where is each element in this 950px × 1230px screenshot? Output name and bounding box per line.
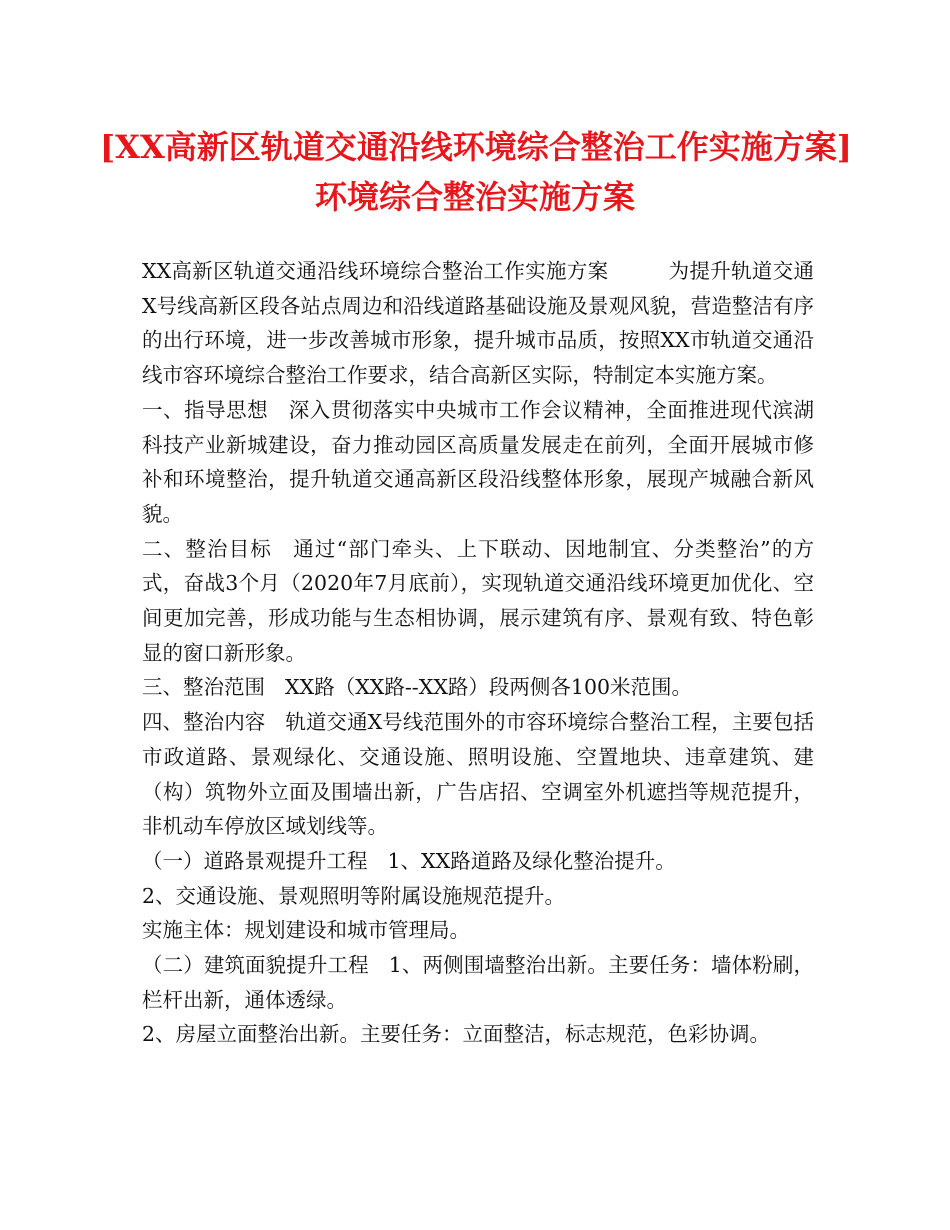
title-line-1: [XX高新区轨道交通沿线环境综合整治工作实施方案] bbox=[100, 128, 852, 166]
document-body bbox=[142, 254, 814, 1052]
intro-paragraph bbox=[142, 254, 814, 393]
section-heading: 二、整治目标 bbox=[142, 536, 273, 561]
section-text: XX路（XX路--XX路）段两侧各100米范围。 bbox=[285, 675, 693, 700]
section-text: 轨道交通X号线范围外的市容环境综合整治工程，主要包括市政道路、景观绿化、交通设施、照明设施、空置地块、违章建筑、建（构）筑物外立面及围墙出新，广告店招、空调室外机遮挡等规范提升，非机动车停放区域划线等。 bbox=[142, 710, 815, 839]
section-text: 通过“部门牵头、上下联动、因地制宜、分类整治”的方式，奋战3个月（2020年7月底前），实现轨道交通沿线环境更加优化、空间更加完善，形成功能与生态相协调，展示建筑有序、景观有致、特色彰显的窗口新形象。 bbox=[142, 536, 814, 665]
implementing-body: 实施主体：规划建设和城市管理局。 bbox=[142, 918, 470, 943]
subsection-building-facade bbox=[142, 948, 814, 1017]
intro-heading: XX高新区轨道交通沿线环境综合整治工作实施方案 bbox=[142, 259, 609, 283]
section-heading: 四、整治内容 bbox=[142, 710, 266, 735]
subsection-item: 1、XX路道路及绿化整治提升。 bbox=[387, 848, 676, 873]
section-text: 深入贯彻落实中央城市工作会议精神，全面推进现代滨湖科技产业新城建设，奋力推动园区高质量发展走在前列，全面开展城市修补和环境整治，提升轨道交通高新区段沿线整体形象，展现产城融合新风貌。 bbox=[142, 397, 815, 526]
section-heading: 一、指导思想 bbox=[142, 397, 269, 422]
document-title bbox=[100, 122, 850, 222]
intro-text: 为提升轨道交通X号线高新区段各站点周边和沿线道路基础设施及景观风貌，营造整洁有序的出行环境，进一步改善城市形象，提升城市品质，按照XX市轨道交通沿线市容环境综合整治工作要求，结合高新区实际，特制定本实施方案。 bbox=[142, 259, 815, 388]
section-content bbox=[142, 705, 814, 844]
section-scope bbox=[142, 670, 814, 705]
section-objectives bbox=[142, 532, 814, 671]
subsection-heading: （一）道路景观提升工程 bbox=[142, 848, 368, 873]
subsection-road-landscape bbox=[142, 844, 814, 879]
subsection-item: 1、两侧围墙整治出新。主要任务：墙体粉刷，栏杆出新，通体透绿。 bbox=[142, 953, 815, 1012]
subsection-heading: （二）建筑面貌提升工程 bbox=[142, 953, 369, 978]
section-guiding-ideology bbox=[142, 393, 814, 532]
subsection-item-line: 2、交通设施、景观照明等附属设施规范提升。 bbox=[142, 883, 566, 908]
title-line-2: 环境综合整治实施方案 bbox=[314, 178, 635, 216]
section-heading: 三、整治范围 bbox=[142, 675, 265, 700]
subsection-item-line: 2、房屋立面整治出新。主要任务：立面整洁，标志规范，色彩协调。 bbox=[142, 1022, 771, 1047]
